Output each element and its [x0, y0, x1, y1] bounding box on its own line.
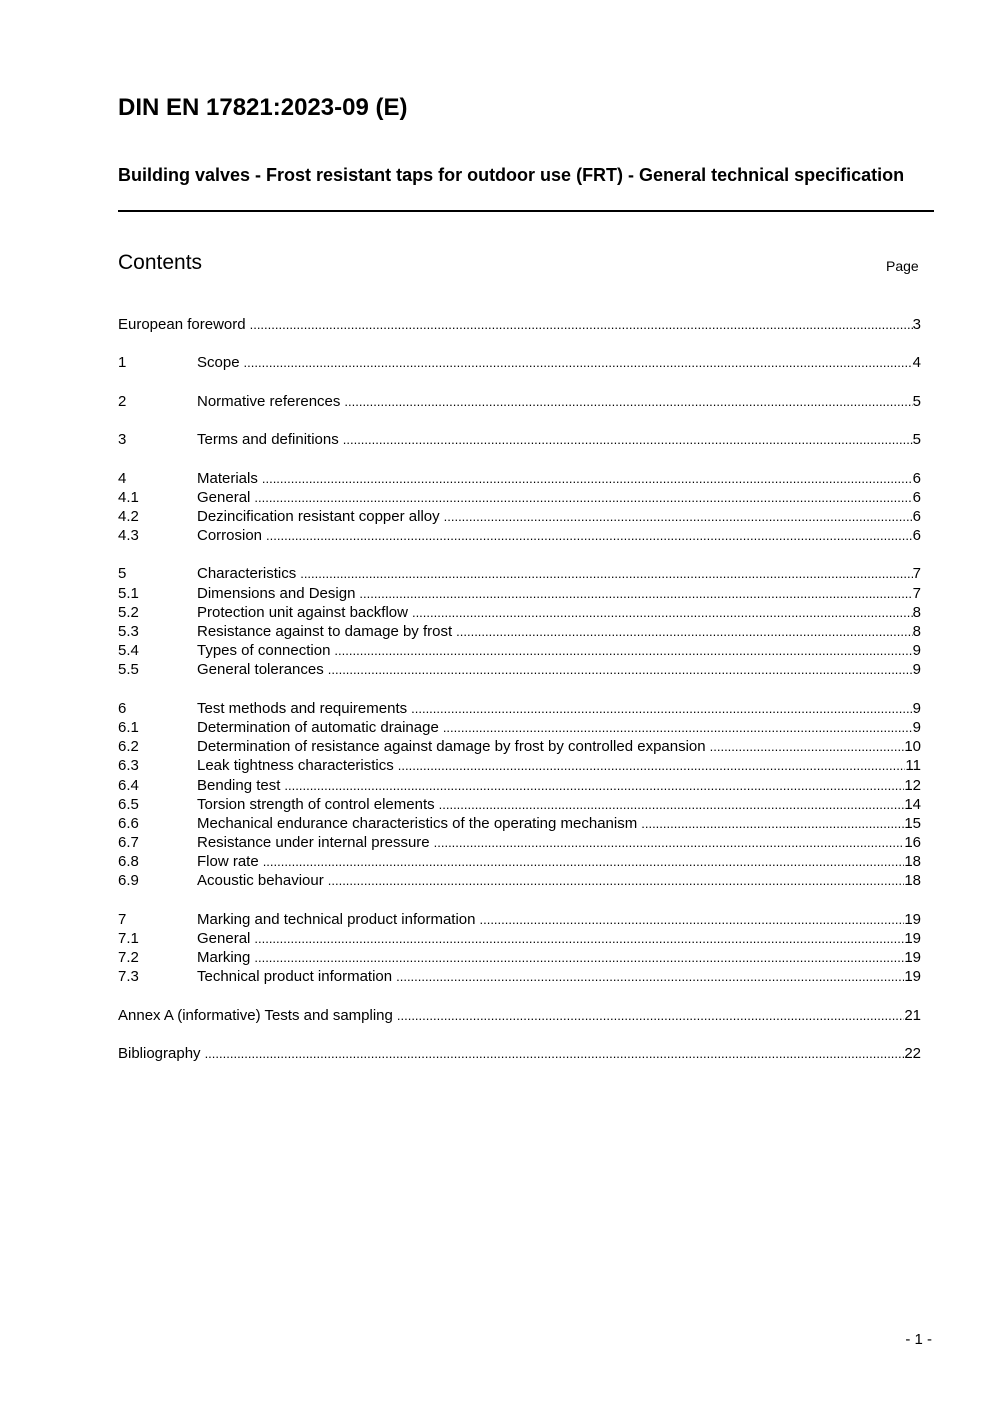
toc-entry-number: 5.1	[118, 584, 139, 602]
document-id: DIN EN 17821:2023-09 (E)	[118, 94, 408, 121]
contents-heading: Contents	[118, 251, 203, 274]
toc-entry-page: 9	[912, 718, 921, 736]
toc-entry-number: 6.4	[118, 776, 139, 794]
toc-leader-dots	[254, 929, 904, 948]
toc-entry[interactable]	[118, 948, 921, 967]
toc-entry-page: 7	[912, 565, 921, 583]
toc-leader-dots	[266, 526, 913, 545]
toc-entry-title: Scope	[197, 354, 240, 372]
toc-leader-dots	[443, 718, 913, 737]
toc-leader-dots	[344, 392, 912, 411]
toc-leader-dots	[412, 603, 913, 622]
toc-entry-number: 4.3	[118, 527, 139, 545]
toc-entry-number: 5	[118, 565, 127, 583]
toc-leader-dots	[254, 488, 912, 507]
toc-entry[interactable]	[118, 622, 921, 641]
toc-leader-dots	[411, 699, 913, 718]
toc-entry-page: 6	[912, 527, 921, 545]
toc-entry-page: 9	[912, 642, 921, 660]
toc-entry-page: 19	[904, 910, 921, 928]
toc-leader-dots	[244, 353, 913, 372]
toc-leader-dots	[444, 507, 913, 526]
toc-leader-dots	[205, 1044, 905, 1063]
table-of-contents	[118, 315, 921, 1063]
toc-entry-page: 19	[904, 949, 921, 967]
toc-entry-title: Dezincification resistant copper alloy	[197, 507, 440, 525]
toc-entry-page: 19	[904, 930, 921, 947]
toc-entry[interactable]	[118, 603, 921, 622]
toc-entry-page: 4	[912, 354, 921, 372]
toc-entry-number: 5.3	[118, 623, 139, 640]
toc-entry-title: Acoustic behaviour	[197, 872, 324, 890]
toc-entry[interactable]	[118, 641, 921, 660]
toc-entry-number: 7	[118, 910, 127, 928]
toc-entry-title: Bending test	[197, 776, 281, 794]
toc-leader-dots	[250, 315, 913, 334]
toc-entry[interactable]	[118, 507, 921, 526]
toc-entry-number: 6.1	[118, 718, 139, 736]
toc-entry-page: 5	[912, 431, 921, 449]
toc-entry-title: Dimensions and Design	[197, 584, 356, 602]
toc-entry[interactable]	[118, 814, 921, 833]
toc-leader-dots	[479, 910, 904, 929]
toc-leader-dots	[641, 814, 904, 833]
toc-entry-title: Characteristics	[197, 565, 297, 583]
toc-entry-title: Types of connection	[197, 642, 331, 660]
toc-entry-number: 6.8	[118, 853, 139, 871]
toc-entry-page: 12	[904, 776, 921, 794]
toc-entry-number: 2	[118, 392, 127, 410]
toc-entry[interactable]	[118, 469, 921, 488]
toc-leader-dots	[334, 641, 912, 660]
toc-entry-number: 4.1	[118, 488, 139, 506]
toc-leader-dots	[434, 833, 905, 852]
toc-entry-title: Determination of resistance against damage by frost by controlled expansion	[197, 738, 706, 756]
toc-entry-title: Technical product information	[197, 968, 393, 986]
toc-entry-title: General tolerances	[197, 661, 324, 679]
page-number: - 1 -	[905, 1331, 932, 1348]
toc-entry-title: European foreword	[118, 316, 246, 333]
toc-entry-number: 6.9	[118, 872, 139, 890]
toc-entry[interactable]	[118, 852, 921, 871]
toc-entry[interactable]	[118, 430, 921, 449]
toc-entry[interactable]	[118, 488, 921, 507]
toc-entry-title: Marking and technical product information	[197, 910, 476, 928]
toc-entry[interactable]	[118, 929, 921, 948]
toc-entry-number: 5.4	[118, 642, 139, 660]
toc-entry-page: 18	[904, 853, 921, 871]
toc-entry-title: Corrosion	[197, 527, 263, 545]
toc-entry-page: 8	[912, 603, 921, 621]
toc-entry-page: 16	[904, 834, 921, 852]
toc-entry-title: Resistance under internal pressure	[197, 834, 430, 852]
toc-entry-title: Normative references	[197, 392, 341, 410]
toc-leader-dots	[284, 776, 904, 795]
toc-entry[interactable]	[118, 967, 921, 986]
toc-entry[interactable]	[118, 526, 921, 545]
toc-leader-dots	[710, 737, 905, 756]
toc-entry-number: 1	[118, 354, 127, 372]
toc-entry-page: 6	[912, 507, 921, 525]
toc-entry-number: 7.1	[118, 930, 139, 947]
toc-entry-page: 22	[904, 1045, 921, 1063]
toc-leader-dots	[328, 660, 913, 679]
toc-entry[interactable]	[118, 776, 921, 795]
toc-entry-title: Torsion strength of control elements	[197, 795, 435, 813]
toc-entry-number: 6.2	[118, 738, 139, 756]
toc-entry-page: 19	[904, 968, 921, 986]
toc-entry-number: 6.3	[118, 757, 139, 775]
toc-entry[interactable]	[118, 392, 921, 411]
toc-entry-title: Terms and definitions	[197, 431, 339, 449]
toc-entry-title: Resistance against to damage by frost	[197, 623, 453, 640]
toc-leader-dots	[359, 584, 912, 603]
toc-entry-number: 6.7	[118, 834, 139, 852]
toc-entry[interactable]	[118, 756, 921, 775]
toc-entry[interactable]	[118, 871, 921, 890]
toc-entry-number: 7.2	[118, 949, 139, 967]
toc-entry[interactable]	[118, 718, 921, 737]
toc-entry[interactable]	[118, 353, 921, 372]
toc-entry-number: 3	[118, 431, 127, 449]
toc-entry-number: 5.5	[118, 661, 139, 679]
toc-leader-dots	[254, 948, 904, 967]
toc-entry-title: Bibliography	[118, 1045, 201, 1063]
toc-leader-dots	[398, 756, 906, 775]
toc-entry[interactable]	[118, 1006, 921, 1025]
toc-entry[interactable]	[118, 584, 921, 603]
toc-entry-title: Annex A (informative) Tests and sampling	[118, 1006, 393, 1024]
toc-entry[interactable]	[118, 795, 921, 814]
toc-entry-page: 11	[905, 757, 921, 775]
toc-entry-page: 3	[912, 316, 921, 333]
toc-entry-title: Flow rate	[197, 853, 259, 871]
toc-entry-page: 7	[912, 584, 921, 602]
toc-entry-number: 6.5	[118, 795, 139, 813]
toc-entry[interactable]	[118, 660, 921, 679]
toc-entry-page: 10	[904, 738, 921, 756]
document-subtitle: Building valves - Frost resistant taps for outdoor use (FRT) - General technical specification	[118, 164, 934, 212]
toc-entry-title: General	[197, 488, 251, 506]
toc-entry-number: 4.2	[118, 507, 139, 525]
toc-entry[interactable]	[118, 737, 921, 756]
page-column-label: Page	[886, 258, 919, 274]
toc-entry-page: 15	[904, 814, 921, 832]
toc-entry-number: 4	[118, 469, 127, 487]
toc-entry[interactable]	[118, 833, 921, 852]
toc-leader-dots	[396, 967, 904, 986]
toc-entry-number: 6	[118, 699, 127, 717]
toc-entry-page: 18	[904, 872, 921, 890]
toc-entry-page: 8	[912, 623, 921, 640]
toc-entry-page: 6	[912, 488, 921, 506]
toc-leader-dots	[300, 564, 912, 583]
toc-entry-page: 9	[912, 699, 921, 717]
toc-entry[interactable]	[118, 699, 921, 718]
toc-entry[interactable]	[118, 564, 921, 583]
toc-entry-page: 5	[912, 392, 921, 410]
toc-leader-dots	[397, 1006, 904, 1025]
toc-entry-title: Materials	[197, 469, 258, 487]
toc-entry-title: Test methods and requirements	[197, 699, 408, 717]
toc-entry-title: Protection unit against backflow	[197, 603, 408, 621]
toc-entry-title: Leak tightness characteristics	[197, 757, 394, 775]
toc-leader-dots	[456, 622, 913, 641]
toc-entry-number: 6.6	[118, 814, 139, 832]
toc-leader-dots	[343, 430, 913, 449]
toc-entry-number: 5.2	[118, 603, 139, 621]
toc-entry[interactable]	[118, 1044, 921, 1063]
toc-entry-page: 14	[904, 795, 921, 813]
toc-leader-dots	[328, 871, 905, 890]
toc-entry-title: General	[197, 930, 251, 947]
toc-entry-page: 9	[912, 661, 921, 679]
toc-entry-title: Mechanical endurance characteristics of the operating mechanism	[197, 814, 638, 832]
toc-leader-dots	[263, 852, 905, 871]
toc-entry[interactable]	[118, 910, 921, 929]
toc-entry-page: 6	[912, 469, 921, 487]
toc-leader-dots	[439, 795, 905, 814]
toc-leader-dots	[262, 469, 913, 488]
toc-entry-title: Marking	[197, 949, 251, 967]
toc-entry-title: Determination of automatic drainage	[197, 718, 439, 736]
toc-entry-page: 21	[904, 1006, 921, 1024]
toc-entry[interactable]	[118, 315, 921, 334]
toc-entry-number: 7.3	[118, 968, 139, 986]
